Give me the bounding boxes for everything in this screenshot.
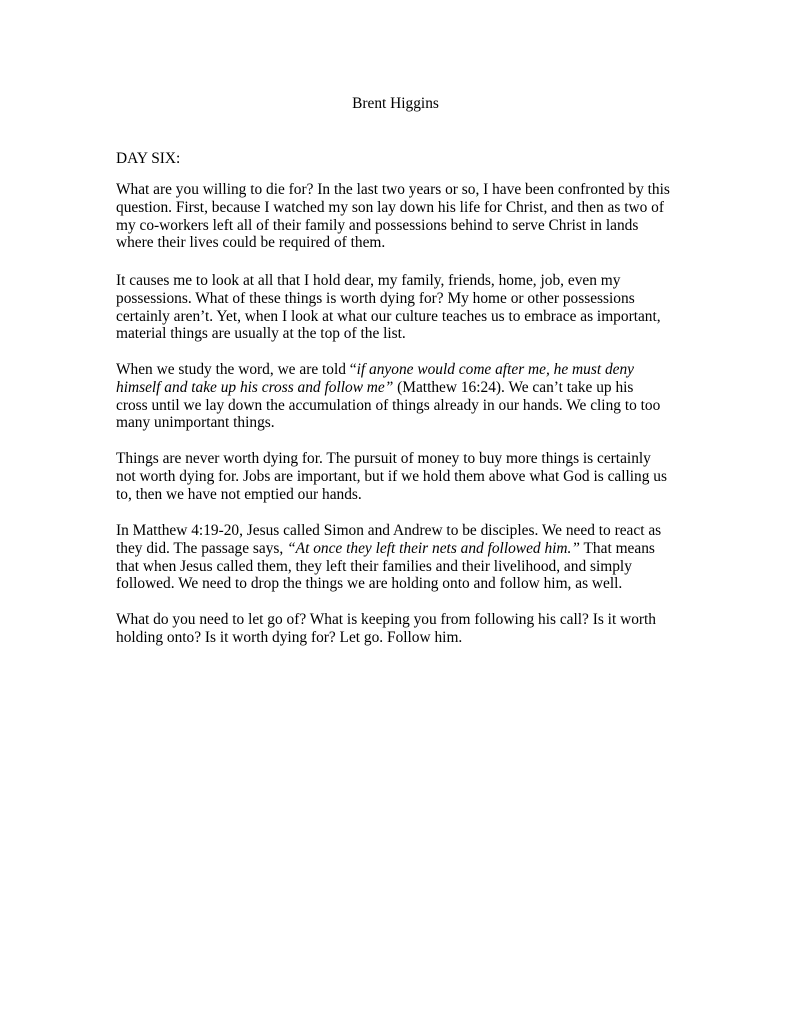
paragraph-3 [116, 361, 696, 432]
paragraph-5-line: In Matthew 4:19-20, Jesus called Simon and Andrew to be disciples. We need to react as [116, 522, 662, 539]
author-name: Brent Higgins [352, 95, 439, 112]
paragraph-5-text: That means [579, 539, 655, 557]
day-heading: DAY SIX: [116, 150, 181, 167]
paragraph-3-line [116, 361, 696, 379]
paragraph-3-line: cross until we lay down the accumulation of things already in our hands. We cling to too [116, 396, 661, 414]
paragraph-2-line: It causes me to look at all that I hold dear, my family, friends, home, job, even my [116, 272, 621, 289]
paragraph-2-line: possessions. What of these things is worth dying for? My home or other possessions [116, 289, 635, 307]
paragraph-5-line: that when Jesus called them, they left their families and their livelihood, and simply [116, 557, 632, 575]
paragraph-5 [116, 522, 696, 593]
paragraph-3-text: When we study the word, we are told “ [116, 361, 357, 378]
paragraph-4-line: Things are never worth dying for. The pursuit of money to buy more things is certainly [116, 450, 651, 467]
scripture-quote: “At once they left their nets and followed him.” [287, 539, 580, 557]
paragraph-4-line: to, then we have not emptied our hands. [116, 485, 362, 503]
paragraph-5-text: they did. The passage says, [116, 539, 288, 557]
paragraph-6 [116, 611, 696, 647]
paragraph-5-line: followed. We need to drop the things we are holding onto and follow him, as well. [116, 575, 623, 593]
paragraph-5-line [116, 540, 696, 558]
paragraph-3-line: many unimportant things. [116, 414, 275, 432]
paragraph-6-line: holding onto? Is it worth dying for? Let go. Follow him. [116, 628, 463, 646]
paragraph-3-text: (Matthew 16:24). We can’t take up his [393, 378, 634, 396]
paragraph-2-line: material things are usually at the top of the list. [116, 325, 406, 343]
scripture-quote: himself and take up his cross and follow me” [116, 378, 394, 396]
paragraph-4 [116, 450, 696, 503]
scripture-quote: if anyone would come after me, he must deny [356, 361, 635, 378]
paragraph-2-line: certainly aren’t. Yet, when I look at what our culture teaches us to embrace as important, [116, 307, 661, 325]
paragraph-2 [116, 272, 696, 343]
paragraph-1-line: What are you willing to die for? In the last two years or so, I have been confronted by this [116, 181, 670, 198]
paragraph-1 [116, 181, 696, 252]
paragraph-1-line: question. First, because I watched my son lay down his life for Christ, and then as two of [116, 198, 664, 216]
paragraph-3-line [116, 379, 696, 397]
paragraph-1-line: my co-workers left all of their family and possessions behind to serve Christ in lands [116, 216, 639, 234]
paragraph-4-line: not worth dying for. Jobs are important, but if we hold them above what God is calling us [116, 467, 667, 485]
paragraph-1-line: where their lives could be required of them. [116, 234, 386, 252]
paragraph-6-line: What do you need to let go of? What is keeping you from following his call? Is it worth [116, 611, 656, 628]
